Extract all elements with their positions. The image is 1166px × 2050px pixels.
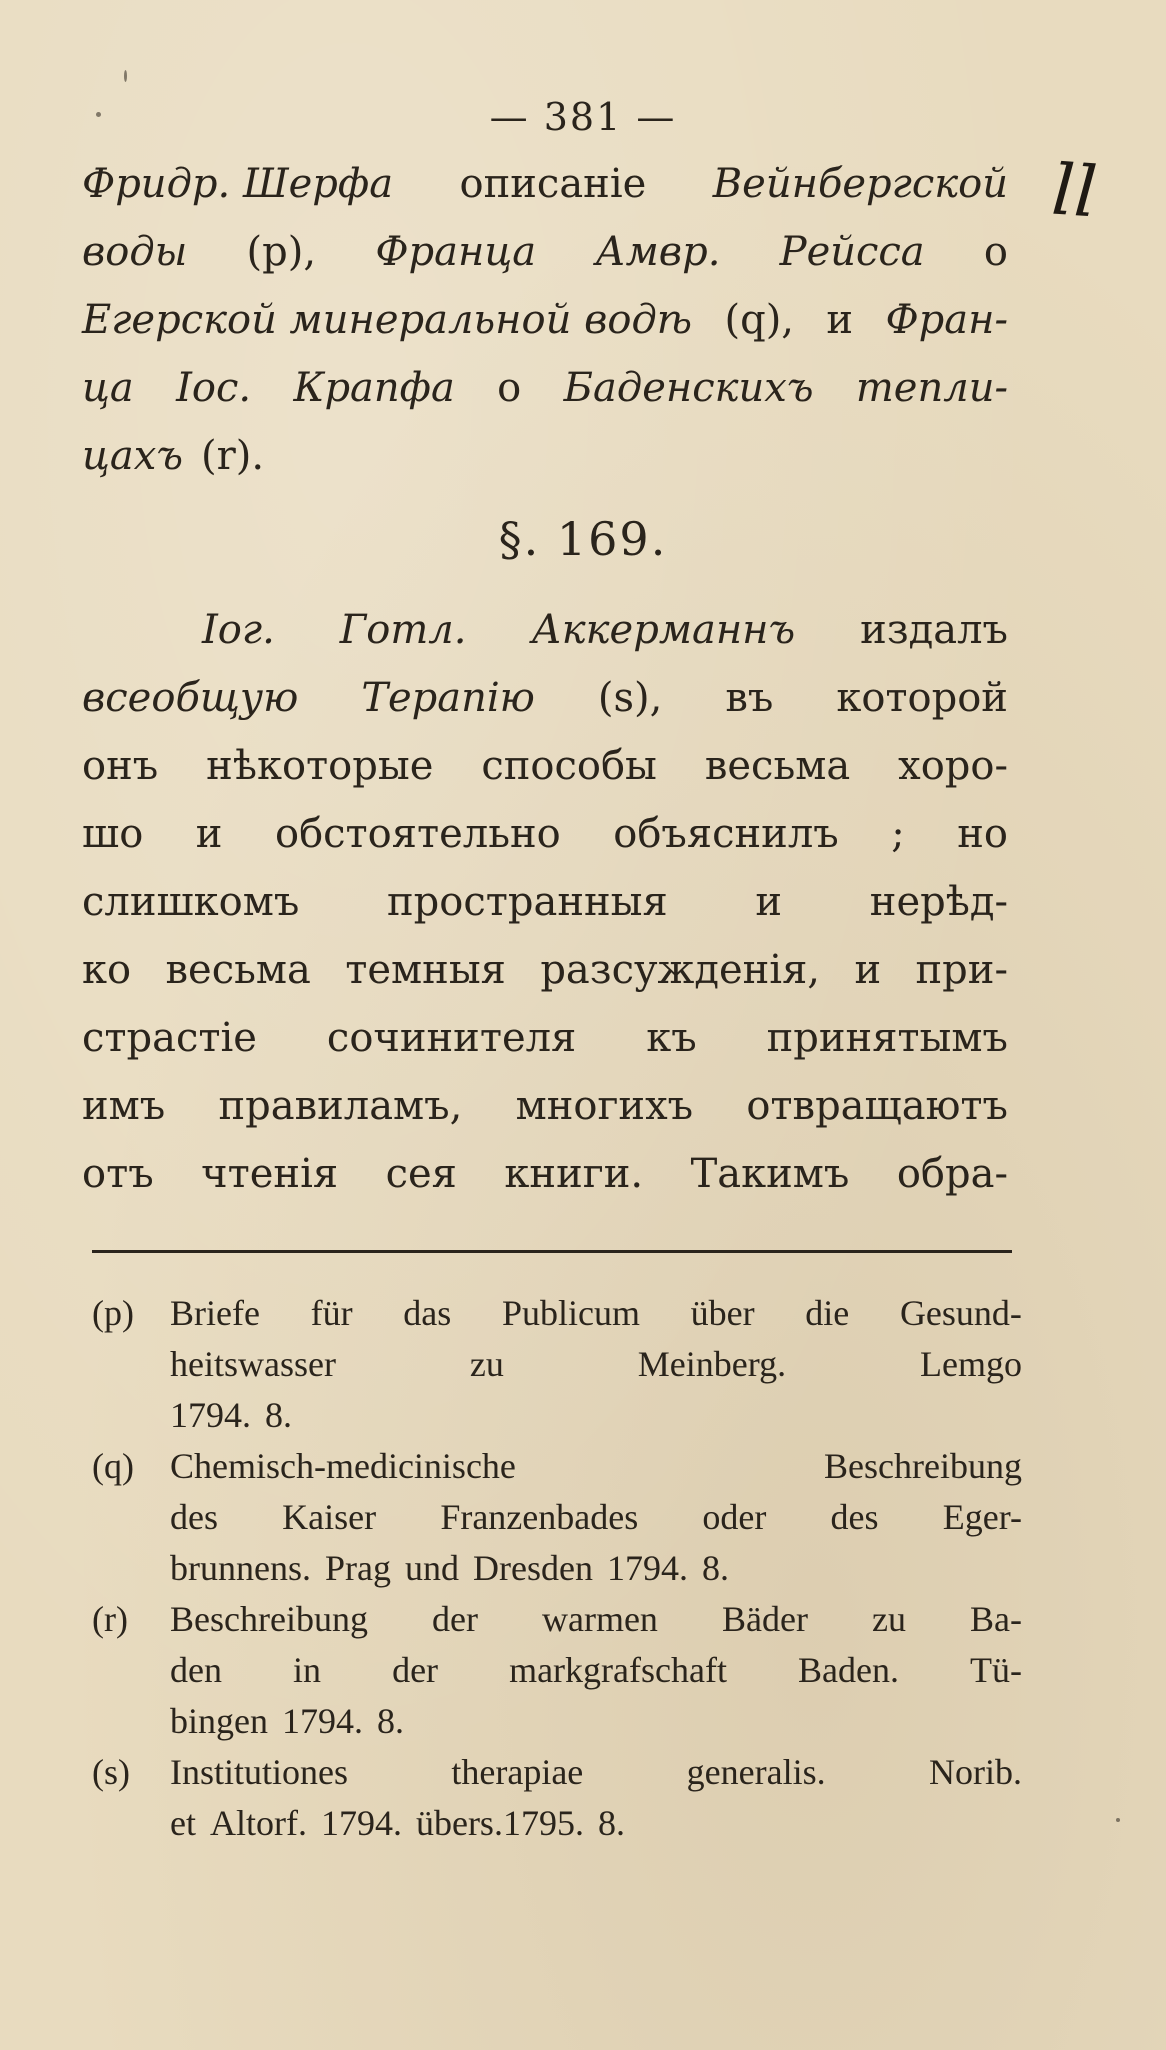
footnote-line xyxy=(170,1594,1022,1645)
year: 1794. xyxy=(320,1803,402,1843)
format: 8. xyxy=(265,1395,292,1435)
footnote-text xyxy=(170,1594,1022,1747)
word: die xyxy=(805,1293,850,1333)
author-name: Франца xyxy=(375,229,537,275)
footnote-line xyxy=(170,1441,1022,1492)
word: хоро- xyxy=(898,743,1008,789)
author-name: Іос. xyxy=(176,365,252,411)
topic-phrase: тепли- xyxy=(855,365,1008,411)
author-name: Іог. xyxy=(202,607,275,653)
word: der xyxy=(431,1599,478,1639)
year: 1794. xyxy=(281,1701,363,1741)
word: принятымъ xyxy=(766,1015,1008,1061)
word: das xyxy=(403,1293,452,1333)
word: Lemgo xyxy=(919,1344,1022,1384)
topic-phrase: Баденскихъ xyxy=(563,365,814,411)
word: объяснилъ xyxy=(613,811,839,857)
footnote-mark: (s) xyxy=(92,1752,130,1792)
word: Baden. xyxy=(797,1650,899,1690)
word: пространныя xyxy=(387,879,668,925)
word: обстоятельно xyxy=(274,811,561,857)
author-name: Амвр. xyxy=(595,229,721,275)
word: темныя xyxy=(345,947,506,993)
word: Beschreibung xyxy=(170,1599,368,1639)
word: therapiae xyxy=(451,1752,584,1792)
footnote-line xyxy=(170,1492,1022,1543)
footnote-divider xyxy=(92,1250,1012,1253)
footnote-line xyxy=(170,1543,1022,1594)
word: Gesund- xyxy=(899,1293,1022,1333)
word: des xyxy=(170,1497,218,1537)
word: Prag xyxy=(324,1548,391,1588)
word: страстіе xyxy=(82,1015,257,1061)
word: Tü- xyxy=(969,1650,1022,1690)
word: отвращаютъ xyxy=(746,1083,1008,1129)
footnote-ref: (p), xyxy=(246,229,317,275)
footnote-line xyxy=(170,1339,1022,1390)
word: о xyxy=(983,229,1008,275)
word: о xyxy=(497,365,522,411)
author-name: Аккерманнъ xyxy=(531,607,796,653)
word: Publicum xyxy=(501,1293,640,1333)
word: der xyxy=(392,1650,439,1690)
word: весьма xyxy=(704,743,851,789)
word: Bäder xyxy=(721,1599,808,1639)
topic-phrase: цахъ xyxy=(82,433,183,479)
word: многихъ xyxy=(515,1083,694,1129)
word: воды xyxy=(82,229,188,275)
author-name: ца xyxy=(82,365,134,411)
text-line xyxy=(82,1004,1008,1072)
footnote-mark: (p) xyxy=(92,1293,134,1333)
footnote-line xyxy=(170,1696,1022,1747)
word: Ba- xyxy=(969,1599,1022,1639)
footnote-ref: (q), xyxy=(724,297,795,343)
word: heitswasser xyxy=(170,1344,336,1384)
word: Dresden xyxy=(472,1548,593,1588)
word: bingen xyxy=(170,1701,268,1741)
word: Institutiones xyxy=(170,1752,348,1792)
paragraph xyxy=(82,596,1008,1208)
format: 8. xyxy=(376,1701,404,1741)
word: Meinberg. xyxy=(637,1344,787,1384)
word: и xyxy=(755,879,783,925)
author-name: Готл. xyxy=(339,607,467,653)
word: слишкомъ xyxy=(82,879,300,925)
word: имъ xyxy=(82,1083,166,1129)
footnote xyxy=(92,1594,1022,1747)
word: разсужденія, xyxy=(540,947,821,993)
word: zu xyxy=(871,1599,906,1639)
text-line xyxy=(82,422,1008,490)
footnote-line xyxy=(170,1390,1022,1441)
word: den xyxy=(170,1650,222,1690)
author-name: Рейсса xyxy=(779,229,925,275)
word: et xyxy=(170,1803,196,1843)
topic-phrase: Егерской минеральной водѣ xyxy=(82,297,693,343)
text-line xyxy=(82,732,1008,800)
word: Kaiser xyxy=(282,1497,377,1537)
author-name: Фран- xyxy=(885,297,1008,343)
text-line xyxy=(82,596,1008,664)
word: des xyxy=(830,1497,879,1537)
footnote-ref: (s), xyxy=(597,675,663,721)
year: 1794. xyxy=(606,1548,688,1588)
footnote-line xyxy=(170,1645,1022,1696)
word: zu xyxy=(469,1344,504,1384)
word: сея xyxy=(385,1151,457,1197)
word: въ xyxy=(725,675,774,721)
word: способы xyxy=(481,743,657,789)
word: ; xyxy=(891,811,905,857)
word: und xyxy=(404,1548,459,1588)
format: 8. xyxy=(701,1548,729,1588)
word: при- xyxy=(915,947,1008,993)
word: oder xyxy=(702,1497,767,1537)
word: für xyxy=(310,1293,353,1333)
footnote-text xyxy=(170,1288,1022,1441)
text-line xyxy=(82,868,1008,936)
book-title: всеобщую xyxy=(82,675,299,721)
text-line xyxy=(82,1140,1008,1208)
word: шо xyxy=(82,811,144,857)
place-name: Вейнбергской xyxy=(712,161,1008,207)
word: и xyxy=(854,947,882,993)
word: Chemisch-medicinische xyxy=(170,1446,516,1486)
ink-speck xyxy=(124,70,127,82)
word: in xyxy=(293,1650,322,1690)
section-heading: §. 169. xyxy=(498,512,668,566)
word: обра- xyxy=(896,1151,1008,1197)
word: warmen xyxy=(541,1599,658,1639)
footnote-mark: (r) xyxy=(92,1599,128,1639)
word: сочинителя xyxy=(326,1015,577,1061)
word: книги. xyxy=(504,1151,644,1197)
word: нерѣд- xyxy=(869,879,1008,925)
footnote-text xyxy=(170,1747,1022,1849)
footnote xyxy=(92,1441,1022,1594)
word: но xyxy=(957,811,1008,857)
word: brunnens. xyxy=(170,1548,311,1588)
word: къ xyxy=(646,1015,697,1061)
handwritten-margin-mark: ll xyxy=(1049,148,1100,234)
page-number: — 381 — xyxy=(489,95,677,139)
footnotes xyxy=(92,1288,1022,1849)
footnote-text xyxy=(170,1441,1022,1594)
word: ко xyxy=(82,947,132,993)
book-title: Терапію xyxy=(361,675,535,721)
word: правиламъ, xyxy=(218,1083,463,1129)
word: übers.1795. xyxy=(415,1803,584,1843)
text-line xyxy=(82,1072,1008,1140)
word: Такимъ xyxy=(690,1151,850,1197)
paragraph-continuation xyxy=(82,150,1008,490)
word: über xyxy=(690,1293,755,1333)
word: Beschreibung xyxy=(824,1446,1022,1486)
footnote-line xyxy=(170,1747,1022,1798)
word: generalis. xyxy=(686,1752,826,1792)
word: Altorf. xyxy=(209,1803,307,1843)
text-line xyxy=(82,664,1008,732)
word: Franzenbades xyxy=(440,1497,639,1537)
author-name: Крапфа xyxy=(293,365,455,411)
text-line xyxy=(82,218,1008,286)
year: 1794. xyxy=(170,1395,251,1435)
word: чтенія xyxy=(201,1151,339,1197)
text-line xyxy=(82,354,1008,422)
author-name: Фридр. Шерфа xyxy=(82,161,394,207)
text-line xyxy=(82,286,1008,354)
word: которой xyxy=(836,675,1008,721)
word: отъ xyxy=(82,1151,154,1197)
word: markgrafschaft xyxy=(509,1650,727,1690)
format: 8. xyxy=(597,1803,625,1843)
footnote xyxy=(92,1288,1022,1441)
text-line xyxy=(82,800,1008,868)
word: нѣкоторые xyxy=(206,743,434,789)
word: и xyxy=(195,811,223,857)
footnote-line xyxy=(170,1798,1022,1849)
word: весьма xyxy=(165,947,311,993)
text-line xyxy=(82,150,1008,218)
word: и xyxy=(826,297,854,343)
footnote-ref: (r). xyxy=(200,433,265,479)
text-line xyxy=(82,936,1008,1004)
word: Norib. xyxy=(928,1752,1022,1792)
word: Briefe xyxy=(170,1293,260,1333)
word: издалъ xyxy=(860,607,1008,653)
footnote xyxy=(92,1747,1022,1849)
word: описаніе xyxy=(459,161,647,207)
footnote-mark: (q) xyxy=(92,1446,134,1486)
ink-speck xyxy=(1116,1818,1120,1822)
word: онъ xyxy=(82,743,159,789)
word: Eger- xyxy=(942,1497,1022,1537)
footnote-line xyxy=(170,1288,1022,1339)
